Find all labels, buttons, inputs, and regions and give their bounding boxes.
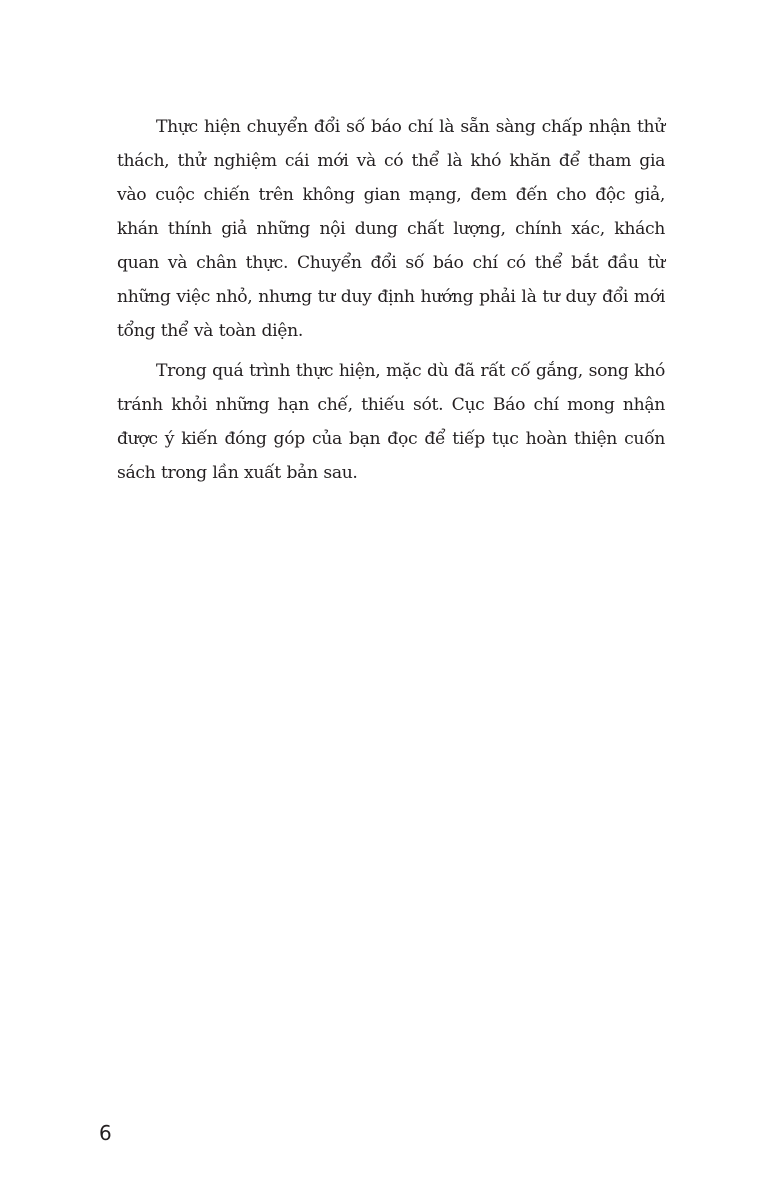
page-body: [117, 110, 665, 496]
page-number: 6: [99, 1121, 112, 1145]
paragraph-1: Thực hiện chuyển đổi số báo chí là sẵn sàng chấp nhận thử thách, thử nghiệm cái mới và có thể là khó khăn để tham gia vào cuộc chiến trên không gian mạng, đem đến cho độc giả, khán thính giả những nội dung chất lượng, chính xác, khách quan và chân thực. Chuyển đổi số báo chí có thể bắt đầu từ những việc nhỏ, nhưng tư duy định hướng phải là tư duy đổi mới tổng thể và toàn diện.: [117, 117, 665, 341]
paragraph-2: Trong quá trình thực hiện, mặc dù đã rất cố gắng, song khó tránh khỏi những hạn chế, thiếu sót. Cục Báo chí mong nhận được ý kiến đóng góp của bạn đọc để tiếp tục hoàn thiện cuốn sách trong lần xuất bản sau.: [117, 361, 665, 483]
